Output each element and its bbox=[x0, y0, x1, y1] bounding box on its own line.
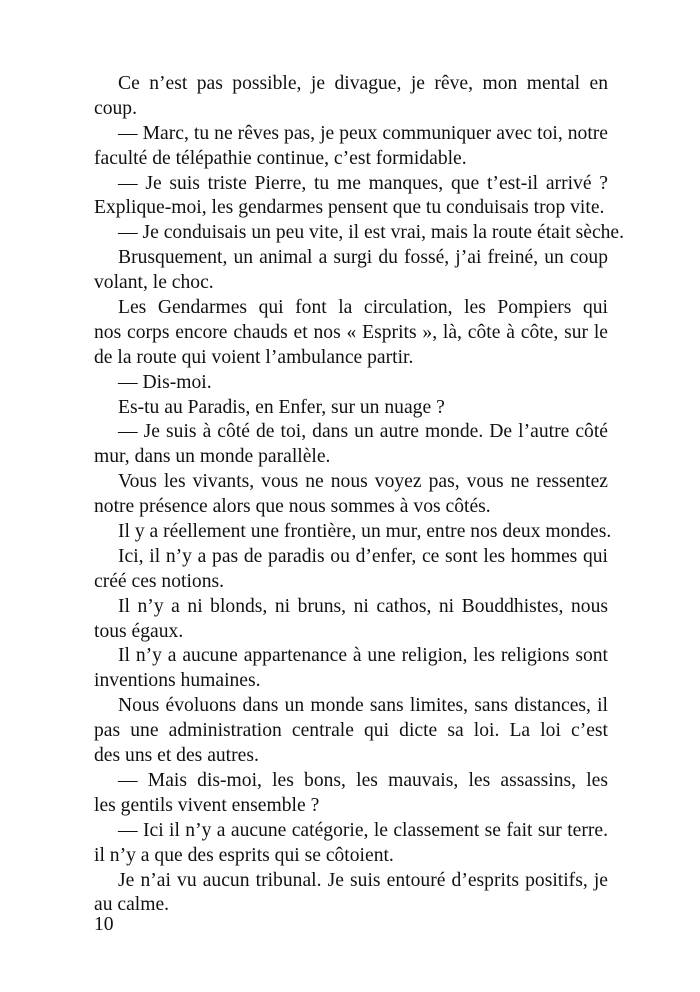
text-line: volant, le choc. bbox=[94, 272, 214, 294]
paragraph bbox=[94, 296, 608, 371]
paragraph bbox=[94, 520, 612, 545]
text-line: nos corps encore chauds et nos « Esprits », là, côte à côte, sur le bbox=[94, 321, 608, 343]
text-line: Vous les vivants, vous ne nous voyez pas, vous ne ressentez bbox=[118, 471, 608, 493]
paragraph bbox=[94, 694, 608, 769]
text-line: Les Gendarmes qui font la circulation, les Pompiers qui bbox=[118, 297, 608, 319]
text-line: coup. bbox=[94, 97, 137, 119]
text-line: Je n’ai vu aucun tribunal. Je suis entouré d’esprits positifs, je bbox=[118, 869, 608, 891]
text-line: pas une administration centrale qui dicte sa loi. La loi c’est bbox=[94, 720, 608, 742]
text-line: — Dis-moi. bbox=[118, 371, 212, 393]
text-line: inventions humaines. bbox=[94, 670, 261, 692]
text-line: Il n’y a aucune appartenance à une religion, les religions sont bbox=[118, 645, 608, 667]
page-number: 10 bbox=[94, 914, 114, 935]
text-line: au calme. bbox=[94, 894, 170, 916]
paragraph bbox=[94, 595, 608, 645]
text-line: les gentils vivent ensemble ? bbox=[94, 794, 320, 816]
paragraph bbox=[94, 644, 608, 694]
text-line: — Je suis à côté de toi, dans un autre monde. De l’autre côté bbox=[118, 421, 608, 443]
text-line: Il n’y a ni blonds, ni bruns, ni cathos, ni Bouddhistes, nous bbox=[118, 595, 608, 617]
paragraph bbox=[94, 420, 608, 470]
text-line: Brusquement, un animal a surgi du fossé, j’ai freiné, un coup bbox=[118, 247, 608, 269]
text-line: — Marc, tu ne rêves pas, je peux communiquer avec toi, notre bbox=[118, 122, 608, 144]
text-line: de la route qui voient l’ambulance partir. bbox=[94, 346, 414, 368]
paragraph bbox=[94, 221, 625, 246]
paragraph bbox=[94, 819, 608, 869]
text-line: il n’y a que des esprits qui se côtoient. bbox=[94, 844, 394, 866]
paragraph bbox=[94, 122, 608, 172]
text-line: — Mais dis-moi, les bons, les mauvais, les assassins, les bbox=[118, 769, 608, 791]
text-line: Il y a réellement une frontière, un mur, entre nos deux mondes. bbox=[118, 521, 612, 543]
text-line: faculté de télépathie continue, c’est formidable. bbox=[94, 147, 467, 169]
paragraph bbox=[94, 72, 608, 122]
text-line: tous égaux. bbox=[94, 620, 184, 642]
text-line: — Je conduisais un peu vite, il est vrai, mais la route était sèche. bbox=[118, 222, 625, 244]
text-line: Es-tu au Paradis, en Enfer, sur un nuage ? bbox=[118, 396, 445, 418]
paragraph bbox=[94, 371, 608, 396]
text-line: — Je suis triste Pierre, tu me manques, que t’est-il arrivé ? bbox=[118, 172, 608, 194]
page-body bbox=[94, 72, 625, 918]
text-line: créé ces notions. bbox=[94, 570, 225, 592]
text-line: — Ici il n’y a aucune catégorie, le classement se fait sur terre. bbox=[118, 819, 608, 841]
paragraph bbox=[94, 545, 608, 595]
text-line: des uns et des autres. bbox=[94, 745, 259, 767]
text-line: Ce n’est pas possible, je divague, je rêve, mon mental en bbox=[118, 73, 608, 94]
paragraph bbox=[94, 396, 608, 421]
paragraph bbox=[94, 246, 608, 296]
paragraph bbox=[94, 172, 608, 222]
text-line: mur, dans un monde parallèle. bbox=[94, 446, 331, 468]
text-line: notre présence alors que nous sommes à vos côtés. bbox=[94, 496, 491, 518]
text-line: Explique-moi, les gendarmes pensent que tu conduisais trop vite. bbox=[94, 197, 605, 219]
text-line: Ici, il n’y a pas de paradis ou d’enfer, ce sont les hommes qui bbox=[118, 545, 608, 567]
text-line: Nous évoluons dans un monde sans limites, sans distances, il bbox=[118, 695, 608, 717]
paragraph bbox=[94, 769, 608, 819]
paragraph bbox=[94, 869, 608, 919]
paragraph bbox=[94, 470, 608, 520]
